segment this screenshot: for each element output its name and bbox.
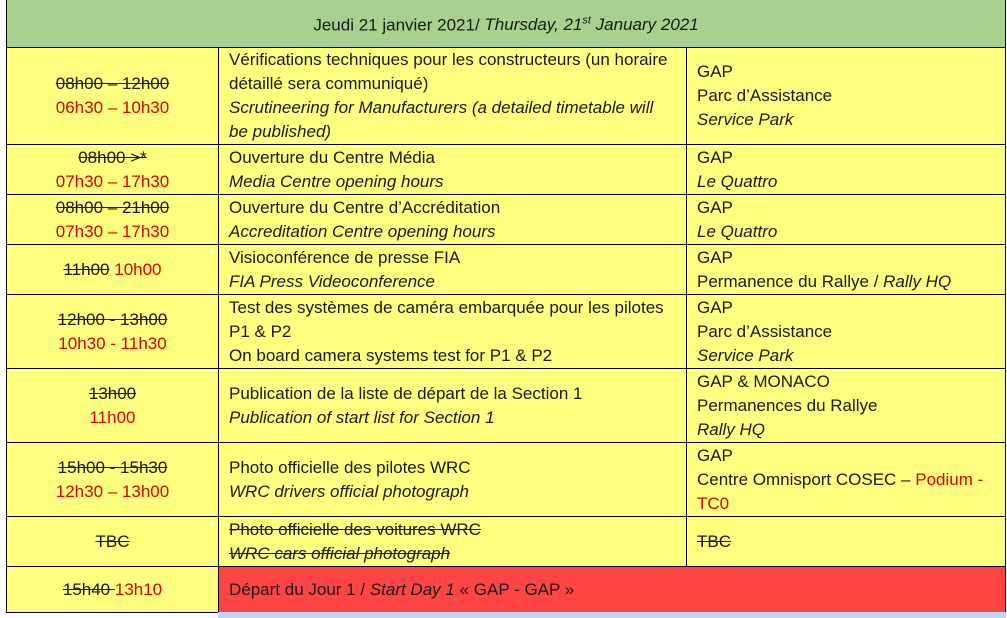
- location-cell: GAP Parc d’Assistance Service Park: [687, 48, 1006, 145]
- table-row: [7, 245, 1006, 295]
- time-cell: 13h00 11h00: [7, 369, 219, 443]
- table-header-row: [7, 0, 1006, 48]
- time-cell: TBC: [7, 517, 219, 567]
- table-row: [7, 369, 1006, 443]
- table-row: [7, 567, 1006, 613]
- time-cell: 08h00 >* 07h30 – 17h30: [7, 145, 219, 195]
- location-cell: TBC: [687, 517, 1006, 567]
- location-cell: GAP Permanence du Rallye / Rally HQ: [687, 245, 1006, 295]
- time-cell: 15h00 - 15h30 12h30 – 13h00: [7, 443, 219, 517]
- table-row: [7, 443, 1006, 517]
- table-row: [7, 517, 1006, 567]
- table-row: [7, 145, 1006, 195]
- location-cell: GAP Parc d’Assistance Service Park: [687, 295, 1006, 369]
- description-cell: Ouverture du Centre Média Media Centre opening hours: [219, 145, 687, 195]
- description-cell: Vérifications techniques pour les constructeurs (un horaire détaillé sera communiqué) Scrutineering for Manufacturers (a detailed timetable will be published): [219, 48, 687, 145]
- table-row: [7, 195, 1006, 245]
- description-cell: Départ du Jour 1 / Start Day 1 « GAP - GAP »: [219, 567, 1006, 613]
- date-header: Jeudi 21 janvier 2021/ Thursday, 21st January 2021: [7, 0, 1006, 48]
- location-cell: GAP & MONACO Permanences du Rallye Rally HQ: [687, 369, 1006, 443]
- table-row: [7, 48, 1006, 145]
- table-row: [7, 295, 1006, 369]
- next-row-strip: [218, 612, 1006, 618]
- time-cell: 08h00 – 12h00 06h30 – 10h30: [7, 48, 219, 145]
- location-cell: GAP Centre Omnisport COSEC – Podium - TC0: [687, 443, 1006, 517]
- schedule-table: [6, 0, 1006, 613]
- time-cell: 11h00 10h00: [7, 245, 219, 295]
- description-cell: Test des systèmes de caméra embarquée pour les pilotes P1 & P2 On board camera systems test for P1 & P2: [219, 295, 687, 369]
- location-cell: GAP Le Quattro: [687, 145, 1006, 195]
- time-cell: 08h00 – 21h00 07h30 – 17h30: [7, 195, 219, 245]
- time-cell: 12h00 - 13h00 10h30 - 11h30: [7, 295, 219, 369]
- time-cell: 15h40 13h10: [7, 567, 219, 613]
- description-cell: Visioconférence de presse FIA FIA Press Videoconference: [219, 245, 687, 295]
- description-cell: Photo officielle des pilotes WRC WRC drivers official photograph: [219, 443, 687, 517]
- description-cell: Publication de la liste de départ de la Section 1 Publication of start list for Section 1: [219, 369, 687, 443]
- description-cell: Photo officielle des voitures WRC WRC cars official photograph: [219, 517, 687, 567]
- description-cell: Ouverture du Centre d’Accréditation Accreditation Centre opening hours: [219, 195, 687, 245]
- location-cell: GAP Le Quattro: [687, 195, 1006, 245]
